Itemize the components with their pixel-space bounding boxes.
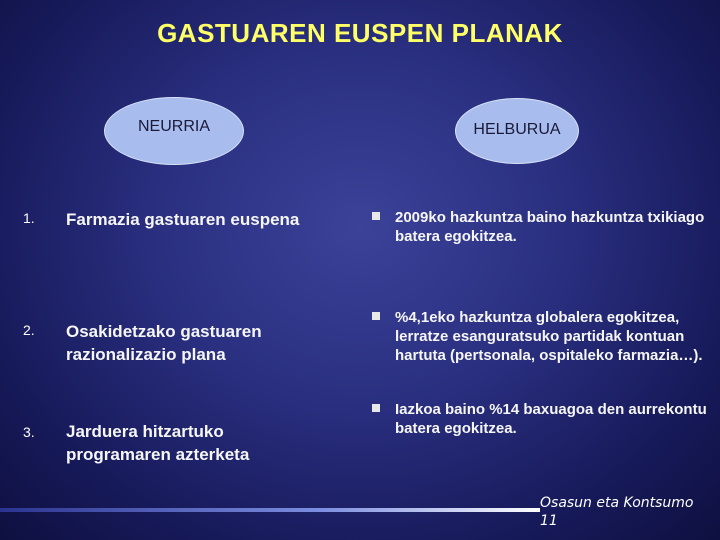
measure-item-1: Farmazia gastuaren euspena <box>66 210 300 229</box>
goal-item-1: 2009ko hazkuntza baino hazkuntza txikiago batera egokitzea. <box>395 209 705 245</box>
page-number: 11 <box>540 513 558 529</box>
measure-number-2: 2. <box>23 322 35 338</box>
goal-bullet-icon <box>372 312 380 320</box>
measure-item-3: Jarduera hitzartuko programaren azterketa <box>66 422 250 464</box>
measure-number-1: 1. <box>23 210 35 226</box>
measure-header-label: NEURRIA <box>137 118 210 135</box>
goal-header-label: HELBURUA <box>473 121 561 138</box>
measure-number-3: 3. <box>23 424 35 440</box>
footer <box>540 494 694 530</box>
measure-header-oval <box>104 97 244 165</box>
measure-item-2: Osakidetzako gastuaren razionalizazio plana <box>66 322 262 364</box>
goal-header-oval <box>455 98 579 164</box>
footer-divider <box>0 508 540 512</box>
goal-item-2: %4,1eko hazkuntza globalera egokitzea, lerratze esanguratsuko partidak kontuan hartuta (pertsonala, ospitaleko farmazia…). <box>395 309 703 364</box>
goal-item-3: Iazkoa baino %14 baxuagoa den aurrekontu batera egokitzea. <box>395 401 707 437</box>
slide-title: GASTUAREN EUSPEN PLANAK <box>157 18 563 48</box>
goal-bullet-icon <box>372 404 380 412</box>
goal-bullet-icon <box>372 212 380 220</box>
footer-department: Osasun eta Kontsumo <box>540 495 694 511</box>
